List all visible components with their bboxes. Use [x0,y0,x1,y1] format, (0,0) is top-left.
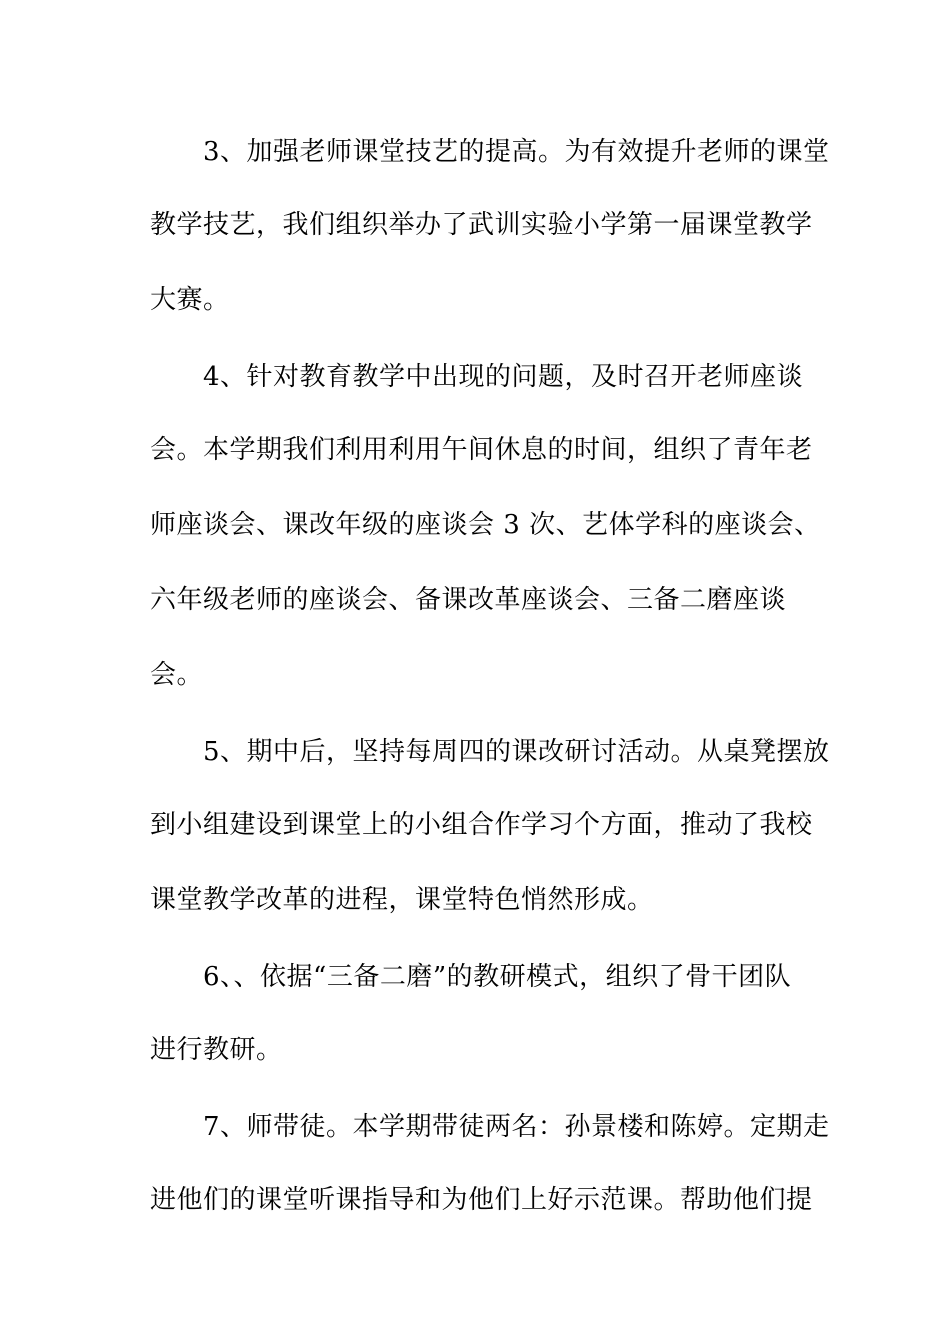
paragraph-2-line-2: 会。本学期我们利用利用午间休息的时间，组织了青年老 [150,435,813,465]
paragraph-3-line-3: 课堂教学改革的进程，课堂特色悄然形成。 [150,885,654,915]
paragraph-3-line-2: 到小组建设到课堂上的小组合作学习个方面，推动了我校 [150,810,813,840]
paragraph-1-line-1: 3、加强老师课堂技艺的提高。为有效提升老师的课堂 [203,137,830,167]
paragraph-5-line-2: 进他们的课堂听课指导和为他们上好示范课。帮助他们提 [150,1185,813,1215]
paragraph-2-line-1: 4、针对教育教学中出现的问题，及时召开老师座谈 [203,362,804,392]
paragraph-4-line-1: 6、、依据“三备二磨”的教研模式，组织了骨干团队 [203,962,792,992]
paragraph-1-line-2: 教学技艺，我们组织举办了武训实验小学第一届课堂教学 [150,210,813,240]
paragraph-2-line-3: 师座谈会、课改年级的座谈会 3 次、艺体学科的座谈会、 [150,510,821,540]
paragraph-3-line-1: 5、期中后，坚持每周四的课改研讨活动。从桌凳摆放 [203,737,830,767]
paragraph-5-line-1: 7、师带徒。本学期带徒两名：孙景楼和陈婷。定期走 [203,1112,830,1142]
paragraph-4-line-2: 进行教研。 [150,1035,283,1065]
paragraph-2-line-5: 会。 [150,660,204,690]
paragraph-1-line-3: 大赛。 [150,285,230,315]
paragraph-2-line-4: 六年级老师的座谈会、备课改革座谈会、三备二磨座谈 [150,585,787,615]
